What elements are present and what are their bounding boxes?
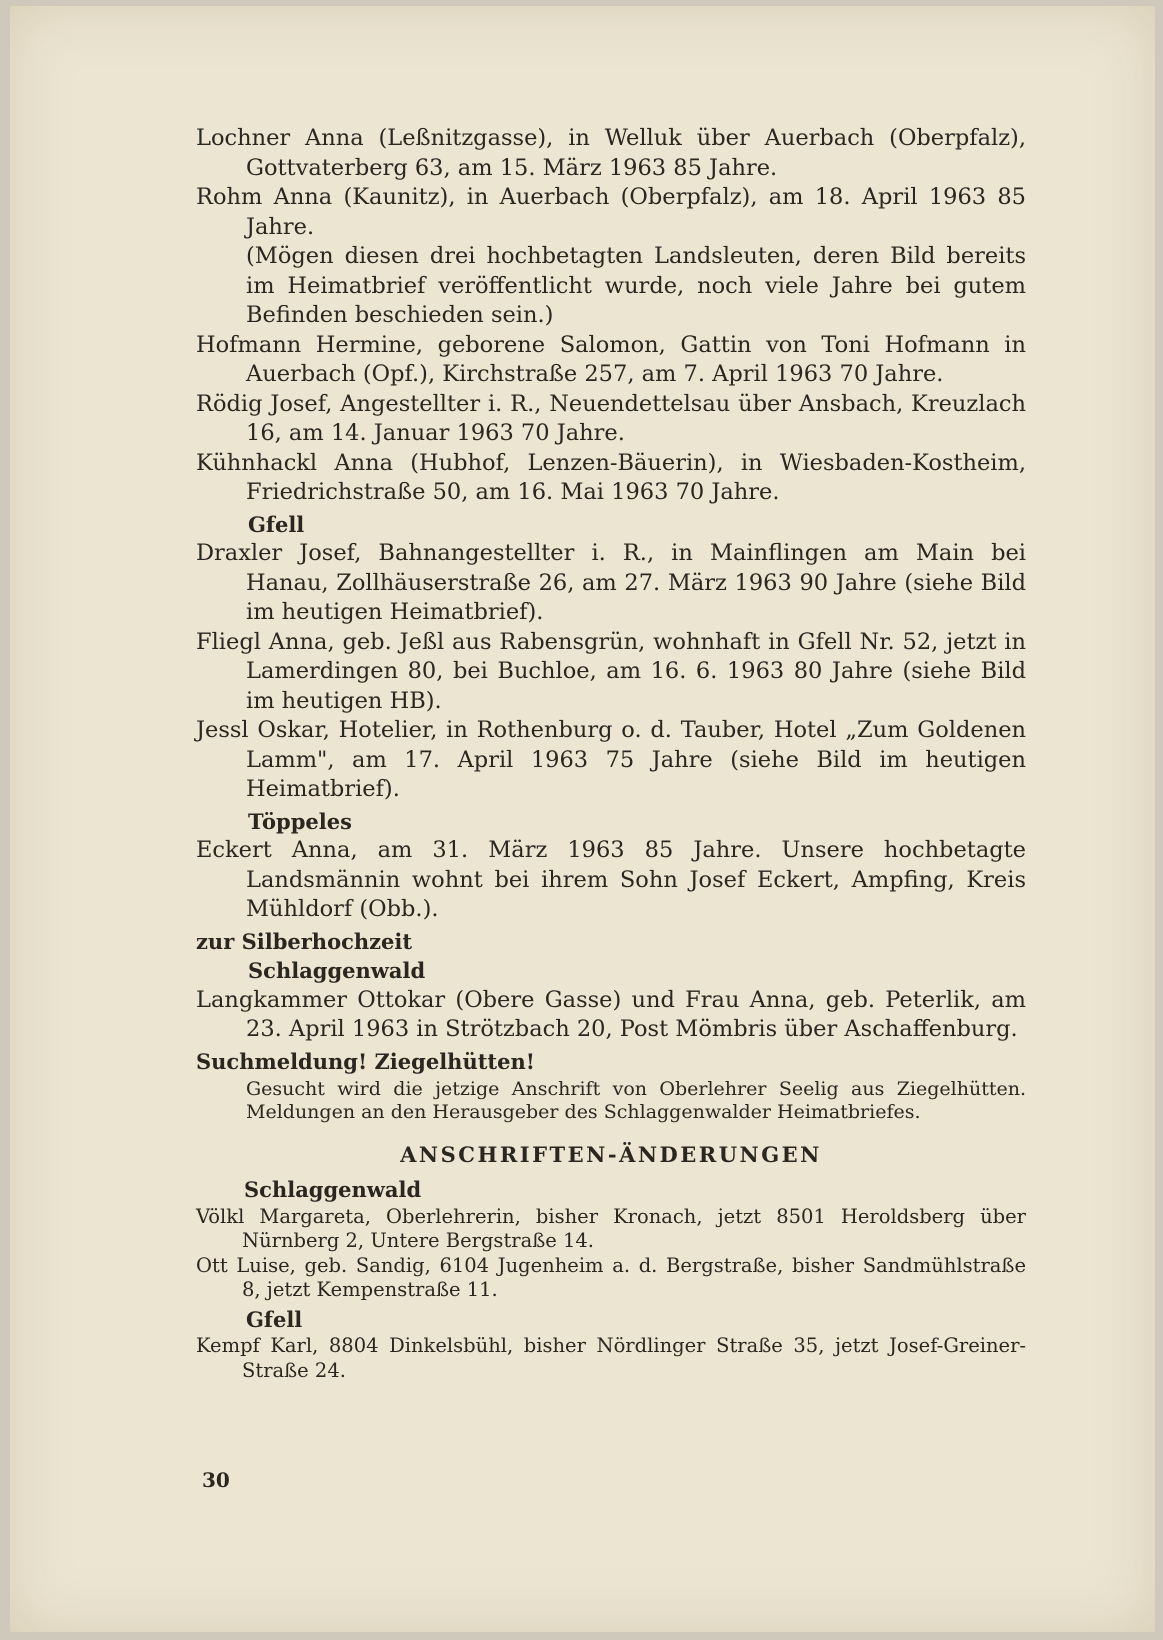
entry-jessl: Jessl Oskar, Hotelier, in Rothenburg o. d. Tauber, Hotel „Zum Goldenen Lamm", am 17. April 1963 75 Jahre (siehe Bild im heutigen Heimatbrief). [196,717,1026,802]
heading-silberhochzeit: zur Silberhochzeit [196,928,413,954]
entry-rohm: Rohm Anna (Kaunitz), in Auerbach (Oberpfalz), am 18. April 1963 85 Jahre. [196,184,1026,240]
heading-schlaggenwald: Schlaggenwald [248,958,426,983]
entry-voelkl: Völkl Margareta, Oberlehrerin, bisher Kronach, jetzt 8501 Heroldsberg über Nürnberg 2, Untere Bergstraße 14. [196,1204,1026,1252]
entry-ott: Ott Luise, geb. Sandig, 6104 Jugenheim a. d. Bergstraße, bisher Sandmühlstraße 8, jetzt Kempenstraße 11. [196,1253,1026,1301]
entry-draxler: Draxler Josef, Bahnangestellter i. R., in Mainflingen am Main bei Hanau, Zollhäuserstraße 26, am 27. März 1963 90 Jahre (siehe Bild im heutigen Heimatbrief). [196,540,1026,625]
heading-gfell: Gfell [248,511,305,537]
heading-anschriften-schlaggenwald: Schlaggenwald [244,1177,422,1202]
heading-anschriften: ANSCHRIFTEN-ÄNDERUNGEN [400,1142,822,1167]
note-hochbetagt: (Mögen diesen drei hochbetagten Landsleuten, deren Bild bereits im Heimatbrief veröffentlicht wurde, noch viele Jahre bei gutem Befinden beschieden sein.) [246,243,1026,328]
entry-roedig: Rödig Josef, Angestellter i. R., Neuendettelsau über Ansbach, Kreuzlach 16, am 14. Januar 1963 70 Jahre. [196,390,1026,446]
heading-anschriften-gfell: Gfell [246,1306,303,1332]
entry-kempf: Kempf Karl, 8804 Dinkelsbühl, bisher Nördlinger Straße 35, jetzt Josef-Greiner-Straße 24. [196,1334,1026,1382]
entry-kuehnhackl: Kühnhackl Anna (Hubhof, Lenzen-Bäuerin), in Wiesbaden-Kostheim, Friedrichstraße 50, am 16. Mai 1963 70 Jahre. [196,449,1026,505]
page-number: 30 [202,1468,230,1492]
entry-langkammer: Langkammer Ottokar (Obere Gasse) und Frau Anna, geb. Peterlik, am 23. April 1963 in Strötzbach 20, Post Mömbris über Aschaffenburg. [196,986,1026,1042]
entry-lochner: Lochner Anna (Leßnitzgasse), in Welluk über Auerbach (Oberpfalz), Gottvaterberg 63, am 15. März 1963 85 Jahre. [196,125,1026,181]
page [10,6,1155,1632]
entry-hofmann: Hofmann Hermine, geborene Salomon, Gattin von Toni Hofmann in Auerbach (Opf.), Kirchstraße 257, am 7. April 1963 70 Jahre. [196,331,1026,387]
suchmeldung-text: Gesucht wird die jetzige Anschrift von Oberlehrer Seelig aus Ziegelhütten. Meldungen an den Herausgeber des Schlaggenwalder Heimatbriefes. [246,1078,1026,1123]
heading-suchmeldung: Suchmeldung! Ziegelhütten! [196,1048,535,1074]
heading-toeppeles: Töppeles [248,808,352,834]
entry-fliegl: Fliegl Anna, geb. Jeßl aus Rabensgrün, wohnhaft in Gfell Nr. 52, jetzt in Lamerdingen 80, bei Buchloe, am 16. 6. 1963 80 Jahre (siehe Bild im heutigen HB). [196,628,1026,714]
page-content [196,124,1026,1383]
entry-eckert: Eckert Anna, am 31. März 1963 85 Jahre. Unsere hochbetagte Landsmännin wohnt bei ihrem Sohn Josef Eckert, Ampfing, Kreis Mühldorf (Obb.). [196,837,1026,922]
